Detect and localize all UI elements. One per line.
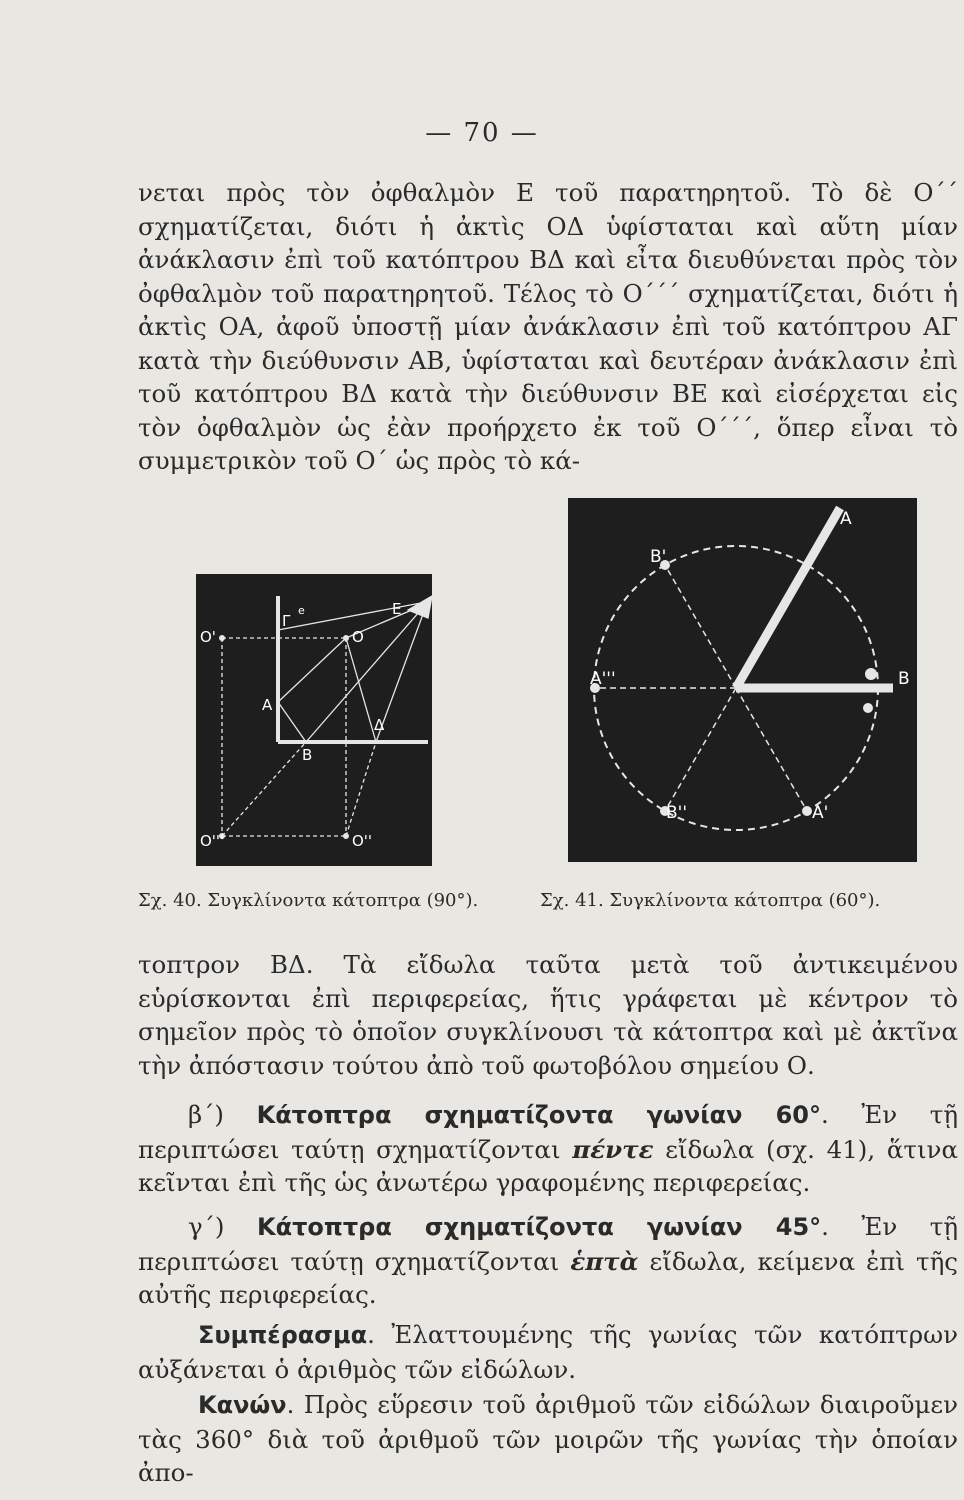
label-o2: O'' [352, 832, 373, 850]
section-c-emph: ἑπτὰ [570, 1246, 639, 1276]
paragraph-continued: τοπτρον ΒΔ. Τὰ εἴδωλα ταῦτα μετὰ τοῦ ἀντικειμένου εὑρίσκονται ἐπὶ περιφερείας, ἥτις γράφεται μὲ κέντρον τὸ σημεῖον πρὸς τὸ ὁποῖον συγκλίνουσι τὰ κάτοπτρα καὶ μὲ ἀκτῖνα τὴν ἀπόστασιν τούτου ἀπὸ τοῦ φωτοβόλου σημείου Ο. [138, 950, 958, 1080]
section-b-emph: πέντε [572, 1134, 654, 1164]
paragraph-top: νεται πρὸς τὸν ὀφθαλμὸν Ε τοῦ παρατηρητοῦ. Τὸ δὲ Ο΄΄ σχηματίζεται, διότι ἡ ἀκτὶς ΟΔ ὑφίσταται καὶ αὕτη μίαν ἀνάκλασιν ἐπὶ τοῦ κατόπτρου ΒΔ καὶ εἶτα διευθύνεται πρὸς τὸν ὀφθαλμὸν τοῦ παρατηρητοῦ. Τέλος τὸ Ο΄΄΄ σχηματίζεται, διότι ἡ ἀκτὶς ΟΑ, ἀφοῦ ὑποστῇ μίαν ἀνάκλασιν ἐπὶ τοῦ κατόπτρου ΑΓ κατὰ τὴν διεύθυνσιν ΑΒ, ὑφίσταται καὶ δευτέραν ἀνάκλασιν ἐπὶ τοῦ κατόπτρου ΒΔ κατὰ τὴν διεύθυνσιν ΒΕ καὶ εἰσέρχεται εἰς τὸν ὀφθαλμὸν ὡς ἐὰν προήρχετο ἐκ τοῦ Ο΄΄΄, ὅπερ εἶναι τὸ συμμετρικὸν τοῦ Ο΄ ὡς πρὸς τὸ κά- [138, 178, 958, 475]
ray-a-b [278, 702, 306, 742]
eye-icon [408, 596, 432, 618]
figure-41-caption: Σχ. 41. Συγκλίνοντα κάτοπτρα (60°). [540, 890, 881, 911]
point-o2 [343, 833, 349, 839]
section-c-text-2: εἴδωλα, κείμενα ἐπὶ τῆς αὐτῆς περιφερείας. [138, 1246, 958, 1309]
figure-40-diagram [196, 574, 432, 866]
conclusion-heading: Συμπέρασμα [198, 1321, 368, 1349]
label-o: O [352, 628, 364, 646]
mirror-a [736, 508, 840, 688]
point-o1 [219, 635, 225, 641]
section-b-prefix: β΄) [188, 1100, 224, 1129]
section-c-heading: Κάτοπτρα σχηματίζοντα γωνίαν 45° [256, 1213, 822, 1241]
rule-text: . Πρὸς εὕρεσιν τοῦ ἀριθμοῦ τῶν εἰδώλων διαιροῦμεν τὰς 360° διὰ τοῦ ἀριθμοῦ τῶν μοιρῶν τῆς γωνίας τὴν ὁποίαν ἀπο- [138, 1390, 958, 1487]
image-near-b [863, 703, 873, 713]
label-a: A [840, 509, 852, 529]
label-a3: A''' [590, 669, 616, 689]
figure-40-svg [196, 574, 432, 866]
figure-41-svg [568, 498, 917, 862]
section-c-text-1: . Ἐν τῇ περιπτώσει ταύτῃ σχηματίζονται [138, 1212, 958, 1276]
page-number: — 70 — [425, 118, 539, 148]
label-b: B [898, 669, 910, 689]
conclusion [138, 1318, 958, 1386]
image-a1 [802, 806, 812, 816]
label-b2: B'' [666, 803, 688, 823]
label-e: E [392, 600, 402, 618]
section-c [138, 1210, 958, 1312]
ray-b-e [306, 604, 426, 742]
figure-41-diagram [568, 498, 917, 862]
point-o [343, 635, 349, 641]
figure-40-caption: Σχ. 40. Συγκλίνοντα κάτοπτρα (90°). [138, 890, 479, 911]
line-o2-d [346, 742, 376, 836]
ray-o-a [278, 638, 346, 702]
section-b-text-1: . Ἐν τῇ περιπτώσει ταύτῃ σχηματίζονται [138, 1100, 958, 1164]
label-a1: A' [812, 803, 829, 823]
label-e-small: e [298, 604, 305, 617]
label-d: Δ [374, 716, 385, 734]
rule-heading: Κανών [198, 1391, 287, 1419]
label-b1: B' [650, 547, 667, 567]
label-a: A [262, 696, 273, 714]
rule [138, 1388, 958, 1490]
section-b [138, 1098, 958, 1200]
label-b: B [302, 746, 313, 764]
radius-b2 [665, 688, 736, 811]
conclusion-text: . Ἐλαττουμένης τῆς γωνίας τῶν κατόπτρων αὐξάνεται ὁ ἀριθμὸς τῶν εἰδώλων. [138, 1320, 958, 1384]
label-o1: O' [200, 628, 216, 646]
section-c-prefix: γ΄) [188, 1212, 225, 1241]
radius-a1 [736, 688, 807, 811]
section-b-heading: Κάτοπτρα σχηματίζοντα γωνίαν 60° [256, 1101, 821, 1129]
line-o3-b [222, 742, 306, 836]
label-g: Γ [282, 612, 291, 630]
radius-b1 [665, 565, 736, 688]
object-candle [865, 668, 877, 680]
section-b-text-2: εἴδωλα (σχ. 41), ἅτινα κεῖνται ἐπὶ τῆς ὡς ἀνωτέρω γραφομένης περιφερείας. [138, 1134, 958, 1197]
label-o3: O''' [200, 832, 225, 850]
